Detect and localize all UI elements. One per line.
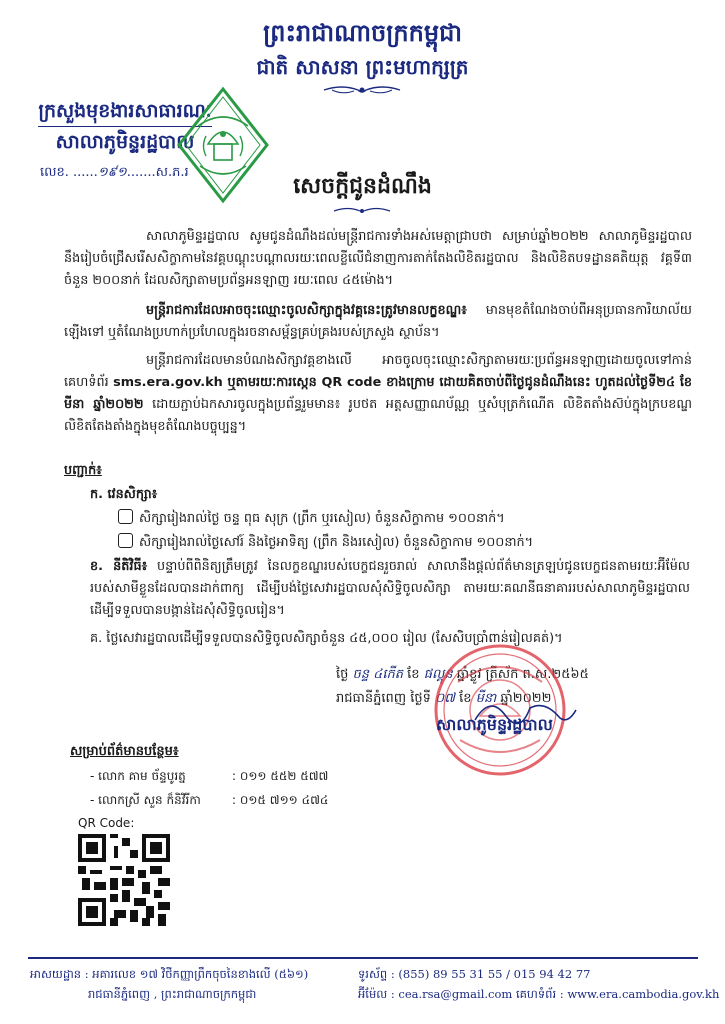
footer-divider bbox=[28, 957, 698, 959]
solar-month-label: ខែ bbox=[459, 691, 472, 706]
signature-icon bbox=[470, 690, 580, 730]
lunar-month-label: ខែ bbox=[407, 667, 420, 682]
footer-email[interactable]: cea.rsa@gmail.com bbox=[398, 987, 513, 1001]
kingdom-heading: ព្រះរាជាណាចក្រកម្ពុជា bbox=[263, 18, 462, 47]
footer-phone: (855) 89 55 31 55 / 015 94 42 77 bbox=[398, 967, 591, 981]
footer-address bbox=[30, 964, 308, 1004]
solar-month: មីនា bbox=[475, 691, 497, 706]
fee-note: គ. ថ្លៃសេវារដ្ឋបាលដើម្បីទទួលបានសិទ្ធិចូលសិក្សាចំនួន ៤៥,០០០ រៀល (សែសិបប្រាំពាន់រៀលគត់)។ bbox=[90, 631, 563, 646]
lunar-year: ឆ្នាំខ្លូវ ត្រីស័ក ព.ស.២៥៦៥ bbox=[456, 667, 589, 682]
footer-website[interactable]: www.era.cambodia.gov.kh bbox=[567, 987, 720, 1001]
contact-2-name: លោកស្រី សួន ក៏និវិរីកា bbox=[98, 793, 201, 807]
school-name: សាលាភូមិន្ទរដ្ឋបាល bbox=[55, 131, 195, 153]
contact-2-phone: : ០១៥ ៧១១ ៤៧៤ bbox=[232, 793, 329, 807]
weekday-checkbox bbox=[118, 509, 133, 524]
weekday-text: សិក្សារៀងរាល់ថ្ងៃ ចន្ទ ពុធ សុក្រ (ព្រឹក ឬរសៀល) ចំនួនសិក្ខាកាម ១០០នាក់។ bbox=[139, 511, 505, 526]
contacts-heading: សម្រាប់ព័ត៌មានបន្ថែម៖ bbox=[70, 744, 179, 759]
address-label: អាសយដ្ឋាន : bbox=[30, 967, 89, 981]
website-label: គេហទំព័រ : bbox=[515, 987, 564, 1001]
document-title: សេចក្តីជូនដំណឹង bbox=[293, 173, 432, 199]
eligibility-text: មានមុខតំណែងចាប់ពីអនុប្រធានការិយាល័យឡើងទៅ ឬតំណែងប្រហាក់ប្រហែលក្នុងរចនាសម្ព័ន្ធគ្រប់គ្រងរបស់ក្រសួង ស្ថាប័ន។ bbox=[64, 303, 692, 340]
solar-day: ០៧ bbox=[435, 691, 455, 706]
lunar-month: ផល្គុន bbox=[423, 667, 453, 682]
solar-date-label: រាជធានីភ្នំពេញ ថ្ងៃទី bbox=[336, 691, 431, 706]
procedure-label: ខ. នីតិវិធី៖ bbox=[90, 559, 148, 574]
schedule-option-weekday bbox=[118, 508, 678, 530]
registration-deadline: ឬតាមរយៈការស្កេន QR code ខាងក្រោម ដោយគិតចាប់ពីថ្ងៃជូនដំណឹងនេះ ហូតដល់ថ្ងៃទី២៤ ខែមីនា ឆ្នាំ២០២២ bbox=[64, 375, 693, 412]
footer-contact bbox=[358, 964, 719, 1004]
lunar-date-label: ថ្ងៃ bbox=[336, 667, 349, 682]
registration-website-link[interactable]: sms.era.gov.kh bbox=[113, 375, 223, 390]
national-motto: ជាតិ សាសនា ព្រះមហាក្សត្រ bbox=[256, 55, 469, 79]
weekend-text: សិក្សារៀងរាល់ថ្ងៃសៅរ៍ និងថ្ងៃអាទិត្យ (ព្រឹក និងរសៀល) ចំនួនសិក្ខាកាម ១០០នាក់។ bbox=[139, 535, 534, 550]
ref-prefix: លេខ. ...... bbox=[40, 165, 98, 180]
email-label: អ៊ីម៉ែល : bbox=[358, 987, 395, 1001]
eligibility-heading: មន្ត្រីរាជការដែលអាចចុះឈ្មោះចូលសិក្សាក្នុងវគ្គនេះត្រូវមានលក្ខខណ្ឌ៖ bbox=[146, 303, 467, 318]
phone-label: ទូរស័ព្ទ : bbox=[358, 967, 395, 981]
tacteng-ornament-icon bbox=[322, 82, 402, 98]
lunar-day: ចន្ទ ៤កើត bbox=[352, 667, 404, 682]
qr-label: QR Code: bbox=[78, 816, 135, 830]
address-line-2: រាជធានីភ្នំពេញ , ព្រះរាជាណាចក្រកម្ពុជា bbox=[88, 987, 257, 1001]
schedule-option-weekend bbox=[118, 532, 678, 554]
procedure-note bbox=[90, 556, 690, 622]
paragraph-eligibility bbox=[64, 300, 692, 344]
contact-1-name: លោក គាម ច័ន្ទបូរត្ន bbox=[98, 769, 186, 783]
contact-2: - លោកស្រី សួន ក៏និវិរីកា bbox=[90, 793, 201, 807]
registration-text-c: ដោយភ្ជាប់ឯកសារចូលក្នុងប្រព័ន្ធរួមមាន៖ រូបថត អត្តសញ្ញាណប័ណ្ណ ឬសំបុត្រកំណើត លិខិតតាំងស៊ប់ក្នុងក្របខណ្ឌ លិខិតតែងតាំងក្នុងមុខតំណែងបច្ចុប្បន្ន។ bbox=[64, 397, 692, 434]
ministry-name: ក្រសួងមុខងារសាធារណៈ bbox=[38, 96, 211, 127]
signatory: សាលាភូមិន្ទរដ្ឋបាល bbox=[436, 715, 553, 734]
paragraph-announcement: សាលាភូមិន្ទរដ្ឋបាល សូមជូនដំណឹងដល់មន្ត្រីរាជការទាំងអស់មេត្តាជ្រាបថា សម្រាប់ឆ្នាំ២០២២ សាលាភូមិន្ទរដ្ឋបាល នឹងរៀបចំជ្រើសរើសសិក្ខាកាមនៃវគ្គបណ្តុះបណ្តាលរយៈពេលខ្លីលើជំនាញការតាក់តែងលិខិតរដ្ឋបាល និងលិខិតបទដ្ឋានគតិយុត្ត វគ្គទី៣ ចំនួន ២០០នាក់ ដែលសិក្សាតាមប្រព័ន្ធអនឡាញ រយៈពេល ៤៥ម៉ោង។ bbox=[64, 229, 692, 288]
contact-1-phone: : ០១១ ៥៥២ ៥៧៧ bbox=[232, 769, 329, 783]
registration-text-a: មន្ត្រីរាជការដែលមានបំណងសិក្សាវគ្គខាងលើ អាចចូលចុះឈ្មោះសិក្សាតាមរយៈប្រព័ន្ធអនឡាញដោយចូលទៅកាន់គេហទំព័រ bbox=[64, 353, 692, 390]
ref-suffix: .......ស.ភ.រ bbox=[126, 165, 189, 180]
contact-1: - លោក គាម ច័ន្ទបូរត្ន bbox=[90, 769, 186, 783]
solar-year: ឆ្នាំ២០២២ bbox=[500, 691, 552, 706]
procedure-text: បន្ទាប់ពីពិនិត្យត្រឹមត្រូវ នៃលក្ខខណ្ឌរបស់បេក្ខជនរួចរាល់ សាលានឹងផ្តល់ព័ត៌មានត្រឡប់ជូនបេក្ខជនតាមរយៈអ៊ីម៉ែលរបស់សាមីខ្លួនដែលបានដាក់ពាក្យ ដើម្បីបង់ថ្លៃសេវារដ្ឋបាលសុំសិទ្ធិចូលសិក្សា តាមរយៈគណនីធនាគាររបស់សាលាភូមិន្ទរដ្ឋបាលដើម្បីទទួលបានបង្កាន់ដៃសុំសិទ្ធិចូលរៀន។ bbox=[90, 559, 690, 618]
paragraph-registration bbox=[64, 350, 692, 438]
weekend-checkbox bbox=[118, 533, 133, 548]
schedule-label: ក. វេនសិក្សា៖ bbox=[90, 487, 158, 502]
notes-heading: បញ្ជាក់៖ bbox=[64, 463, 102, 478]
title-ornament-icon bbox=[330, 206, 394, 216]
address-line-1: អគារលេខ ១៧ វិថីកញ្ញាព្រឹកចុចនៃខាងលើ (៥៦១) bbox=[92, 967, 309, 981]
qr-code-icon[interactable] bbox=[78, 834, 170, 926]
ref-number: ១៩១ bbox=[97, 165, 127, 180]
